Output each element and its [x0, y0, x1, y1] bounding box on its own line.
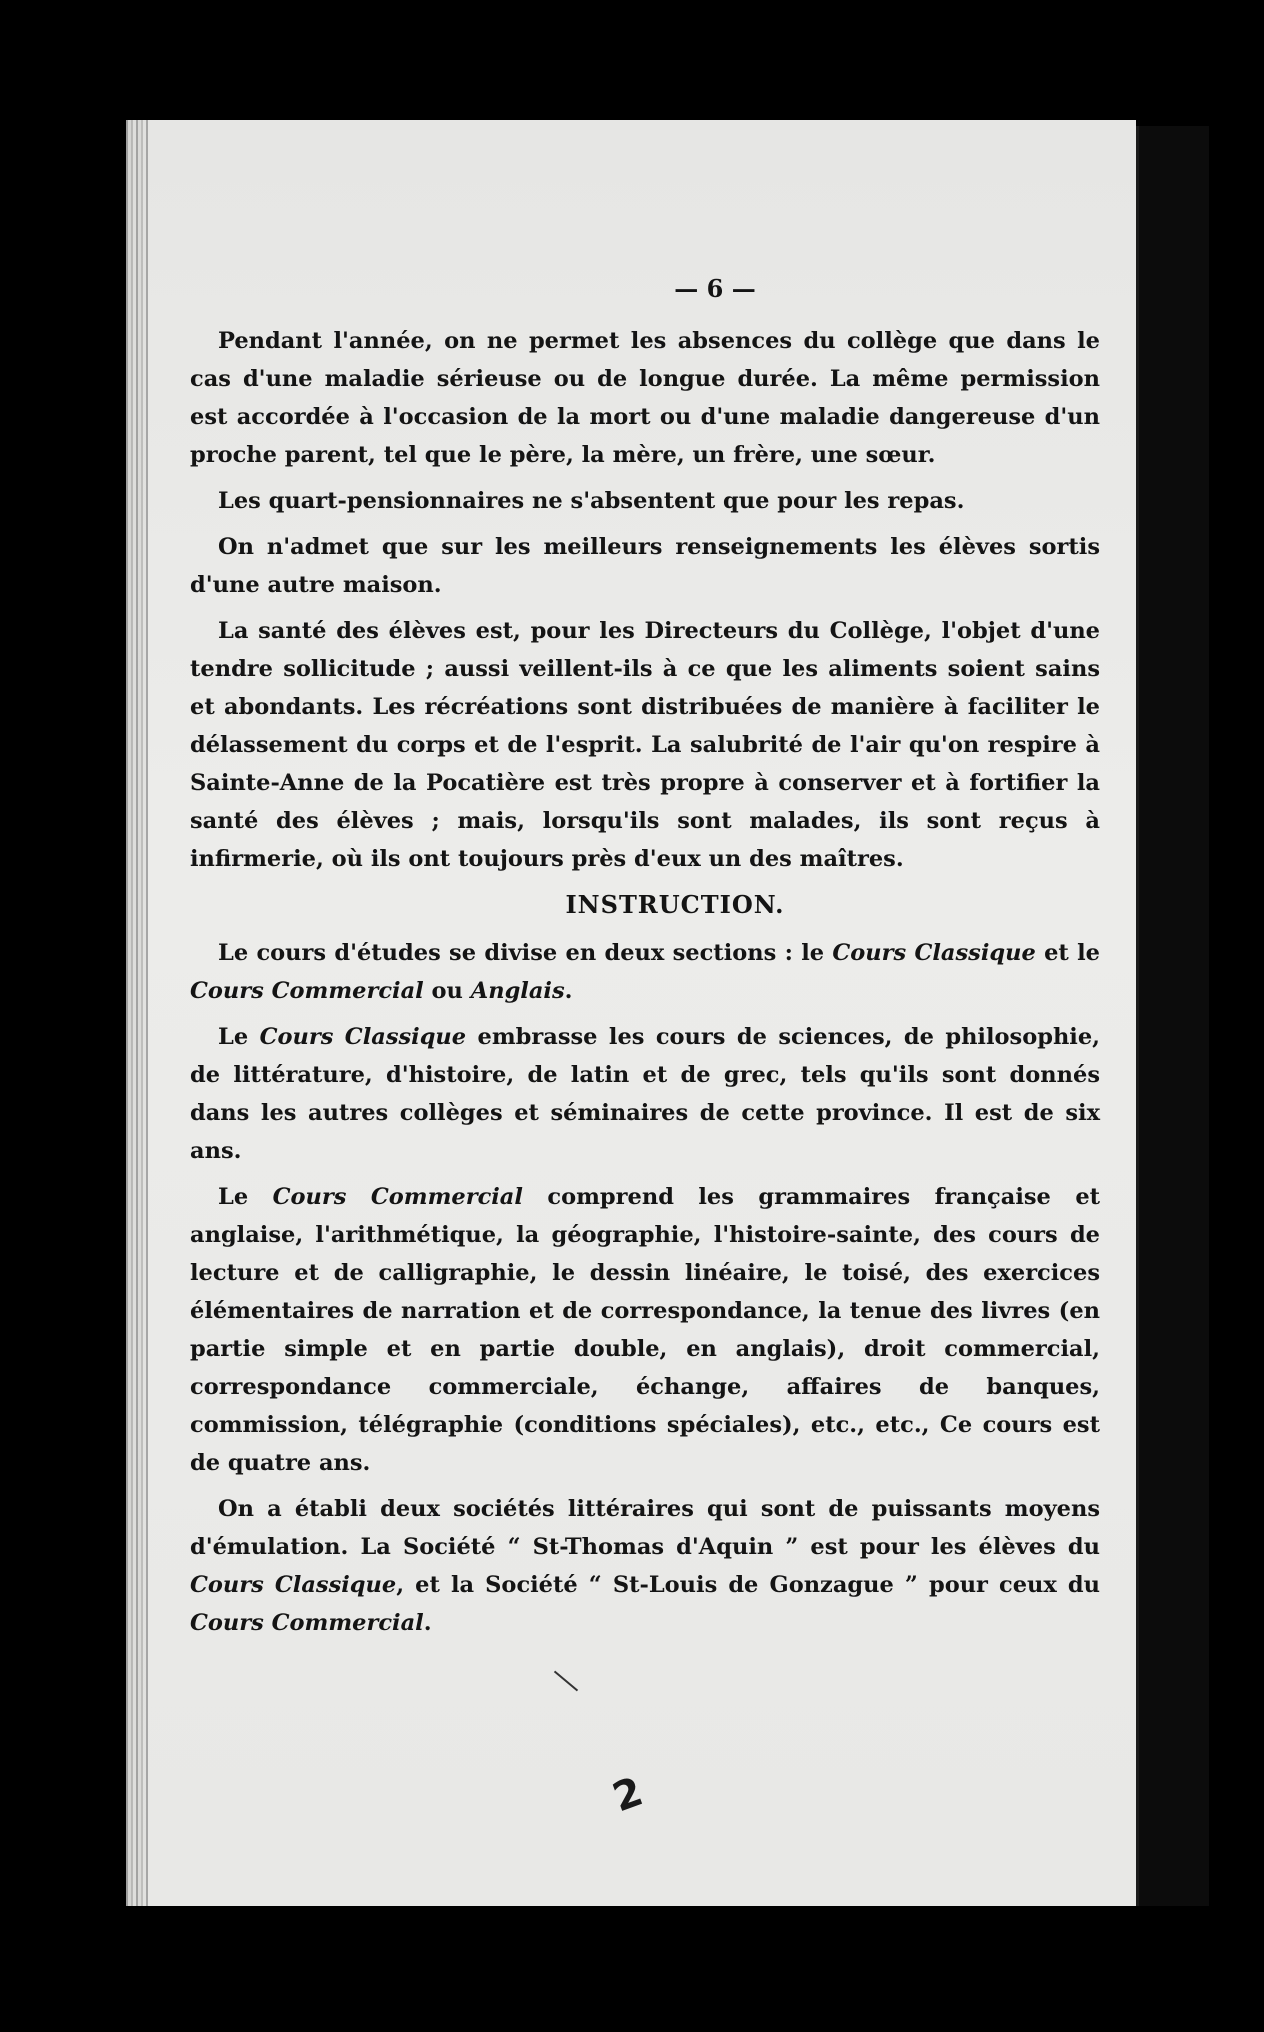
text-run: , et la Société “ St-Louis de Gonzague ” pour ceux du	[396, 1572, 1100, 1598]
page-number: — 6 —	[674, 274, 756, 303]
italic-run: Cours Classique	[832, 940, 1036, 966]
paragraph-sante: La santé des élèves est, pour les Directeurs du Collège, l'objet d'une tendre sollicitude ; aussi veillent-ils à ce que les aliments soient sains et abondants. Les récréations sont distribuées de manière à faciliter le délassement du corps et de l'esprit. La salubrité de l'air qu'on respire à Sainte-Anne de la Pocatière est très propre à conserver et à fortifier la santé des élèves ; mais, lorsqu'ils sont malades, ils sont reçus à infirmerie, où ils ont toujours près d'eux un des maîtres.	[190, 618, 1100, 872]
paragraph-societes	[190, 1490, 1100, 1642]
paragraph-quart-pensionnaires: Les quart-pensionnaires ne s'absentent que pour les repas.	[218, 488, 965, 514]
page-spine-edge	[126, 120, 148, 1906]
italic-run: Cours Commercial	[272, 1184, 523, 1210]
paragraph-cours-commercial	[190, 1178, 1100, 1482]
handwritten-mark: 2	[606, 1768, 649, 1822]
text-run: .	[423, 1610, 432, 1636]
italic-run: Cours Classique	[190, 1572, 397, 1598]
italic-run: Cours Commercial	[190, 978, 424, 1004]
paragraph-admission: On n'admet que sur les meilleurs renseignements les élèves sortis d'une autre maison.	[190, 534, 1100, 598]
paragraph-absences: Pendant l'année, on ne permet les absences du collège que dans le cas d'une maladie sérieuse ou de longue durée. La même permission est accordée à l'occasion de la mort ou d'une maladie dangereuse d'un proche parent, tel que le père, la mère, un frère, une sœur.	[190, 328, 1100, 468]
text-run: et le	[1035, 940, 1100, 966]
text-run: .	[564, 978, 573, 1004]
section-heading: INSTRUCTION.	[565, 890, 785, 919]
text-run: embrasse les cours de sciences, de philosophie, de littérature, d'histoire, de latin et de grec, tels qu'ils sont donnés dans les autres collèges et séminaires de cette province. Il est de six ans.	[190, 1024, 1100, 1164]
italic-run: Cours Commercial	[190, 1610, 424, 1636]
text-run: comprend les grammaires française et anglaise, l'arithmétique, la géographie, l'histoire-sainte, des cours de lecture et de calligraphie, le dessin linéaire, le toisé, des exercices élémentaires de narration et de correspondance, la tenue des livres (en partie simple et en partie double, en anglais), droit commercial, correspondance commerciale, échange, affaires de banques, commission, télégraphie (conditions spéciales), etc., etc., Ce cours est de quatre ans.	[190, 1184, 1101, 1476]
text-run: ou	[423, 978, 471, 1004]
text-run: Le	[218, 1024, 260, 1050]
page-text	[190, 270, 1100, 1650]
italic-run: Anglais	[470, 978, 565, 1004]
paragraph-cours-etudes	[190, 934, 1100, 1010]
paragraph-cours-classique	[190, 1018, 1100, 1170]
italic-run: Cours Classique	[259, 1024, 467, 1050]
facing-page-edge	[1136, 126, 1209, 1906]
text-run: On a établi deux sociétés littéraires qui sont de puissants moyens d'émulation. La Société “ St-Thomas d'Aquin ” est pour les élèves du	[190, 1496, 1100, 1560]
text-run: Le	[218, 1184, 273, 1210]
pencil-stroke	[554, 1671, 578, 1692]
book-page	[126, 120, 1136, 1906]
text-run: Le cours d'études se divise en deux sections : le	[218, 940, 833, 966]
